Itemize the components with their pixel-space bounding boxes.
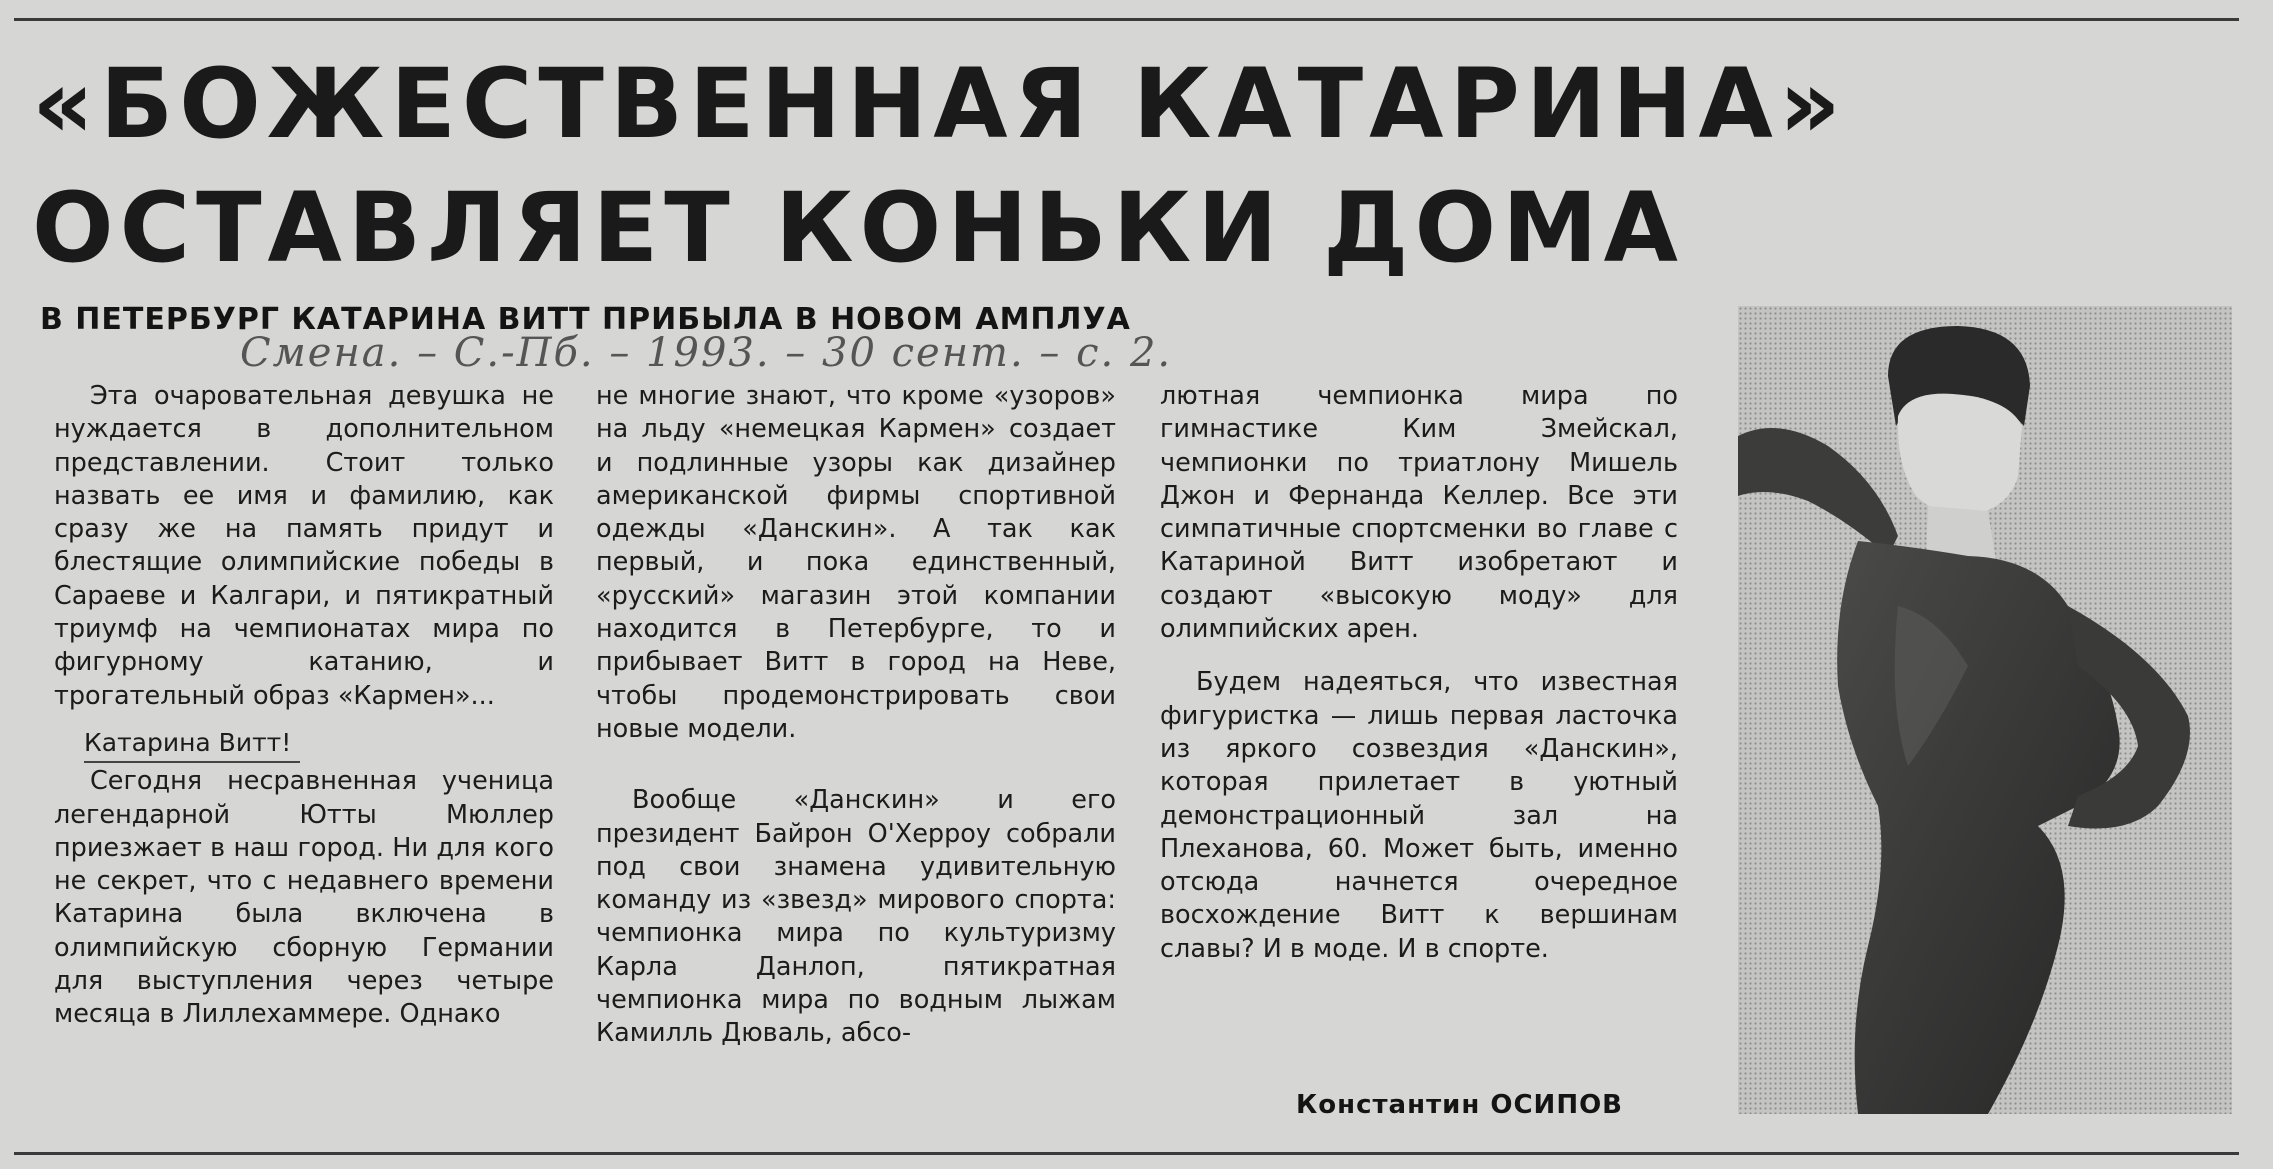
subheadline: В ПЕТЕРБУРГ КАТАРИНА ВИТТ ПРИБЫЛА В НОВОМ АМПЛУА [40,302,1131,337]
paragraph: Сегодня несравненная ученица легендарной Ютты Мюллер приезжает в наш город. Ни для кого не секрет, что с недавнего времени Катарина была включена в олимпийскую сборную Германии для выступления через четыре месяца в Лиллехаммере. Однако [54,766,554,1030]
byline: Константин ОСИПОВ [1296,1090,1623,1120]
portrait-photo [1738,306,2232,1114]
headline-line-1: «БОЖЕСТВЕННАЯ КАТАРИНА» [32,48,1847,160]
inline-subheading: Катарина Витт! [84,726,300,763]
paragraph: Эта очаровательная девушка не нуждается в дополнительном представлении. Стоит только назвать ее имя и фамилию, как сразу же на память придут и блестящие олимпийские победы в Сараеве и Калгари, и пятикратный триумф на чемпионатах мира по фигурному катанию, и трогательный образ «Кармен»... [54,381,554,711]
paragraph: Будем надеяться, что известная фигуристка — лишь первая ласточка из яркого созвездия «Данскин», которая прилетает в уютный демонстрационный зал на Плеханова, 60. Может быть, именно отсюда начнется очередное восхождение Витт к вершинам славы? И в моде. И в спорте. [1160,667,1678,964]
paragraph: Вообще «Данскин» и его президент Байрон О'Херроу собрали под свои знамена удивительную команду из «звезд» мирового спорта: чемпионка мира по культуризму Карла Данлоп, пятикратная чемпионка мира по водным лыжам Камилль Дюваль, абсо- [596,785,1116,1049]
bottom-rule [14,1152,2239,1155]
portrait-illustration [1738,306,2232,1114]
paragraph: не многие знают, что кроме «узоров» на льду «немецкая Кармен» создает и подлинные узоры как дизайнер американской фирмы спортивной одежды «Данскин». А так как первый, и пока единственный, «русский» магазин этой компании находится в Петербурге, то и прибывает Витт в город на Неве, чтобы продемонстрировать свои новые модели. [596,381,1116,744]
paragraph: лютная чемпионка мира по гимнастике Ким Змейскал, чемпионки по триатлону Мишель Джон и Фернанда Келлер. Все эти симпатичные спортсменки во главе с Катариной Витт изобретают и создают «высокую моду» для олимпийских арен. [1160,381,1678,645]
handwritten-source-note: Смена. – С.-Пб. – 1993. – 30 сент. – с. 2. [240,330,1173,376]
top-rule [14,18,2239,21]
article-column-1 [54,380,554,1032]
article-column-3 [1160,380,1678,966]
article-column-2 [596,380,1116,1051]
headline-line-2: ОСТАВЛЯЕТ КОНЬКИ ДОМА [32,172,1684,284]
